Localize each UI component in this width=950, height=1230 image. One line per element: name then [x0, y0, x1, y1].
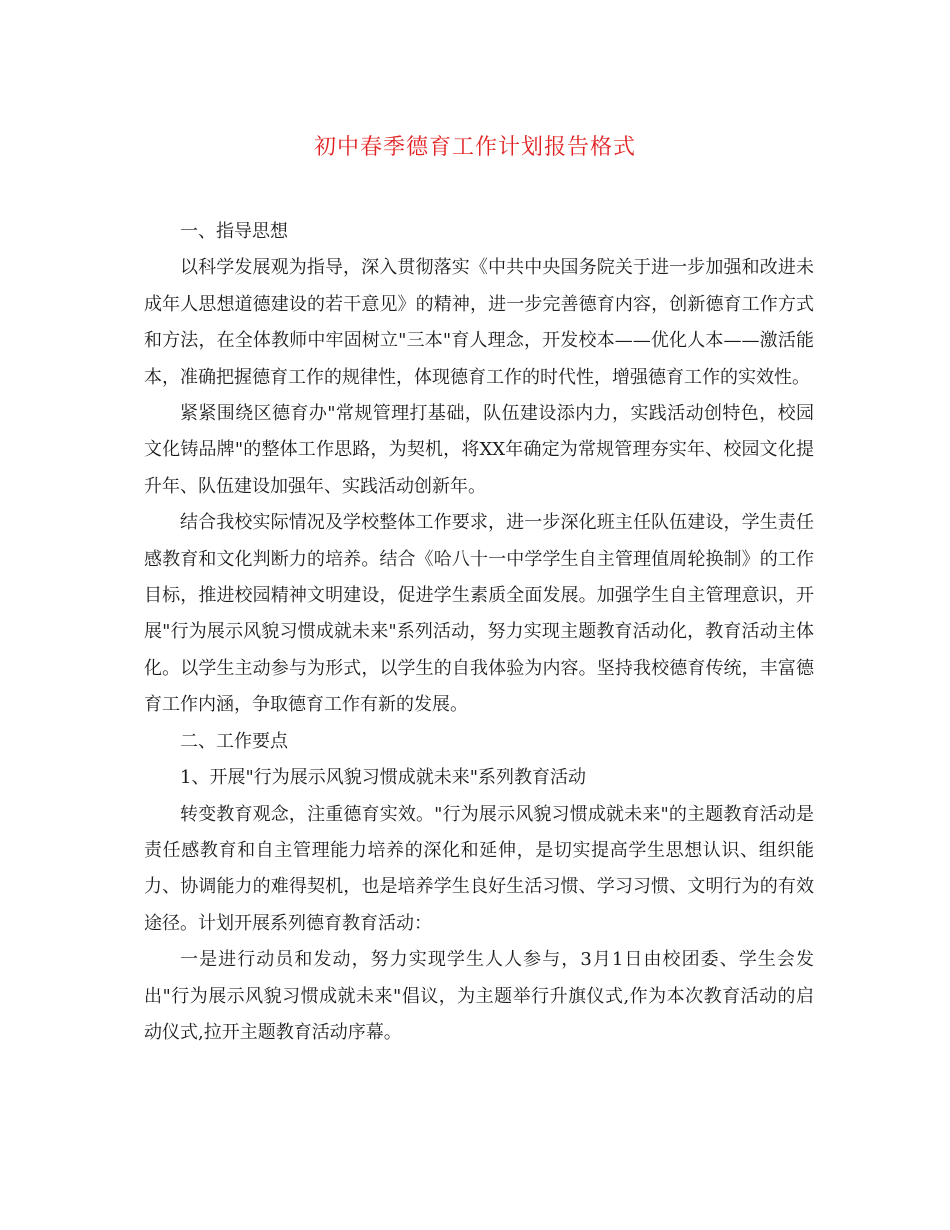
document-body — [144, 214, 814, 1051]
paragraph: 以科学发展观为指导，深入贯彻落实《中共中央国务院关于进一步加强和改进未成年人思想道德建设的若干意见》的精神，进一步完善德育内容，创新德育工作方式和方法，在全体教师中牢固树立"三本"育人理念，开发校本——优化人本——激活能本，准确把握德育工作的规律性，体现德育工作的时代性，增强德育工作的实效性。 — [144, 257, 814, 388]
heading-guiding-thought: 一、指导思想 — [180, 221, 288, 242]
heading-work-points: 二、工作要点 — [180, 730, 288, 752]
paragraph: 一是进行动员和发动，努力实现学生人人参与，3月1日由校团委、学生会发出"行为展示风貌习惯成就未来"倡议，为主题举行升旗仪式,作为本次教育活动的启动仪式,拉开主题教育活动序幕。 — [144, 949, 814, 1043]
document-title: 初中春季德育工作计划报告格式 — [313, 135, 636, 160]
subheading-activity: 1、开展"行为展示风貌习惯成就未来"系列教育活动 — [180, 767, 587, 789]
paragraph: 结合我校实际情况及学校整体工作要求，进一步深化班主任队伍建设，学生责任感教育和文化判断力的培养。结合《哈八十一中学学生自主管理值周轮换制》的工作目标，推进校园精神文明建设，促进学生素质全面发展。加强学生自主管理意识，开展"行为展示风貌习惯成就未来"系列活动，努力实现主题教育活动化，教育活动主体化。以学生主动参与为形式，以学生的自我体验为内容。坚持我校德育传统，丰富德育工作内涵，争取德育工作有新的发展。 — [144, 512, 814, 716]
paragraph: 转变教育观念，注重德育实效。"行为展示风貌习惯成就未来"的主题教育活动是责任感教育和自主管理能力培养的深化和延伸，是切实提高学生思想认识、组织能力、协调能力的难得契机，也是培养学生良好生活习惯、学习习惯、文明行为的有效途径。计划开展系列德育教育活动： — [144, 803, 814, 934]
paragraph: 紧紧围绕区德育办"常规管理打基础，队伍建设添内力，实践活动创特色，校园文化铸品牌"的整体工作思路，为契机，将XX年确定为常规管理夯实年、校园文化提升年、队伍建设加强年、实践活动创新年。 — [144, 403, 814, 497]
